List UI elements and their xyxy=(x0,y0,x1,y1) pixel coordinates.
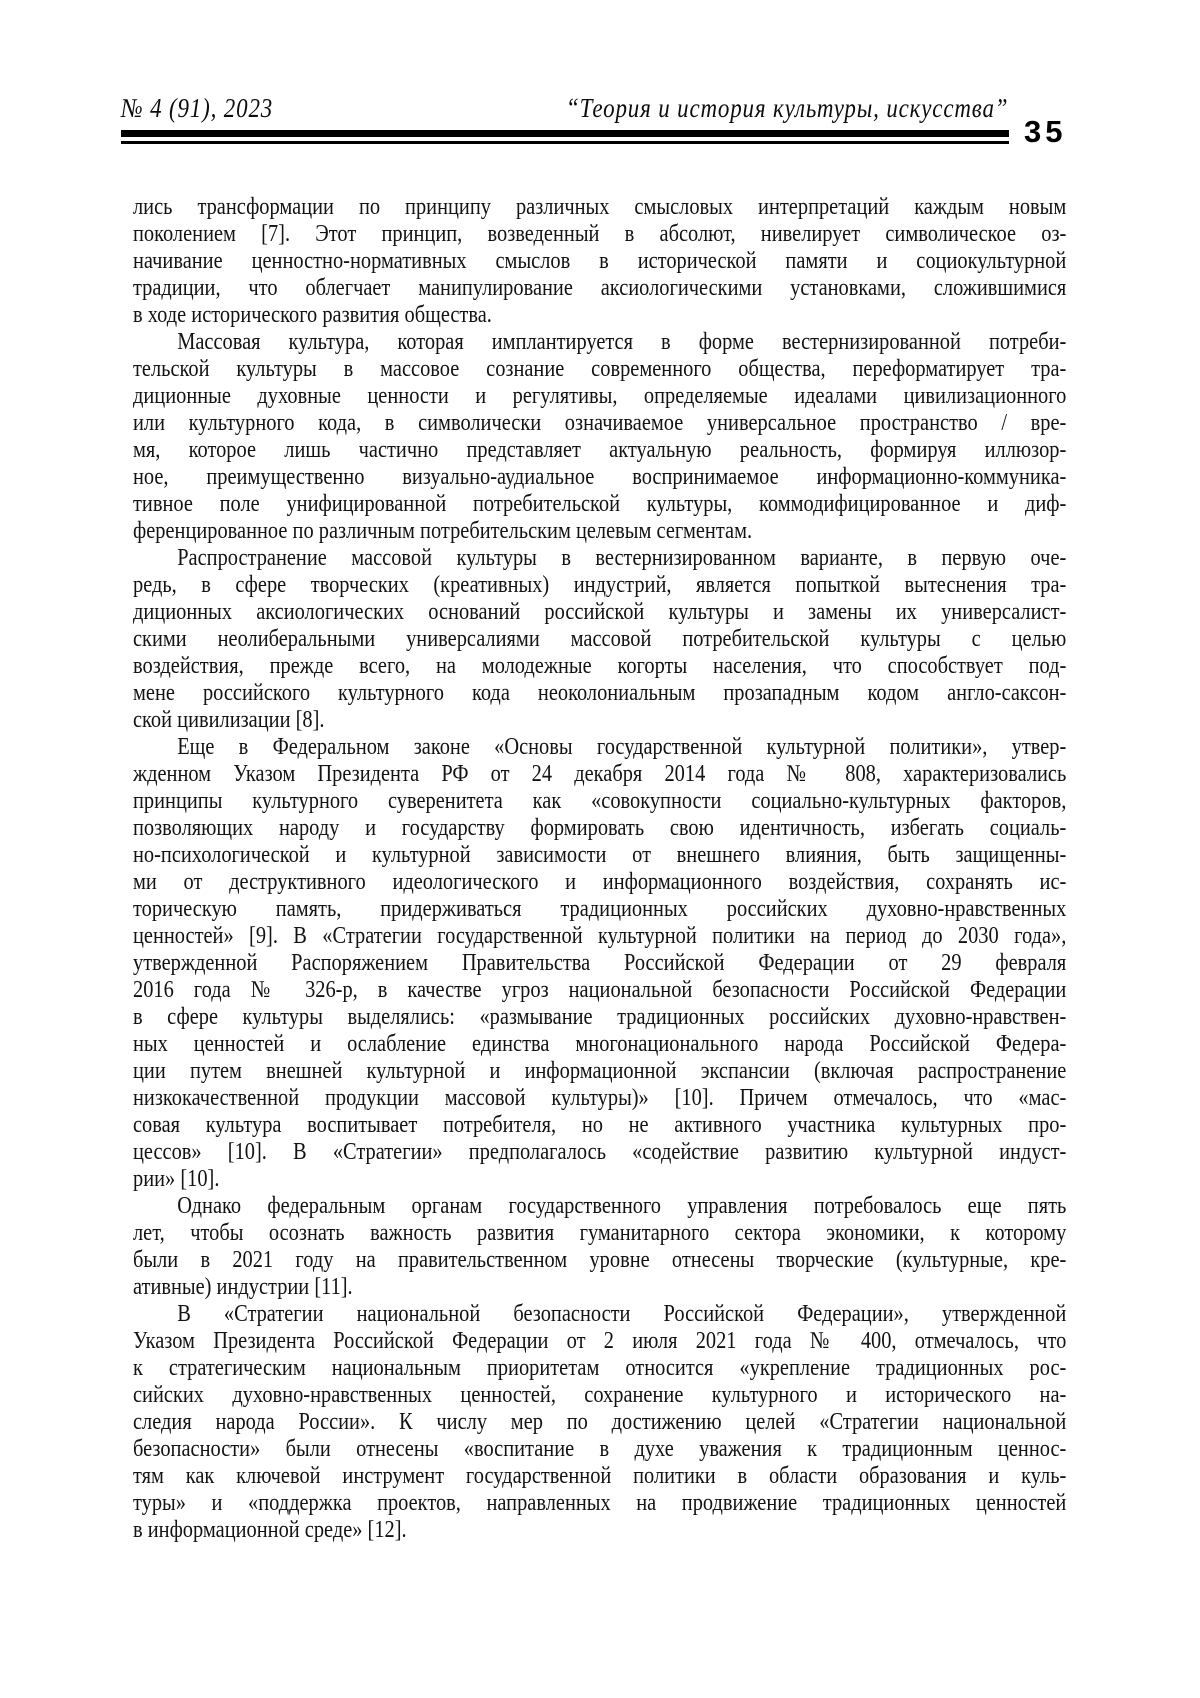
header-rule-thick xyxy=(121,130,1009,137)
text-line: воздействия, прежде всего, на молодежные когорты населения, что способствует под- xyxy=(133,653,1067,679)
text-line: Еще в Федеральном законе «Основы государственной культурной политики», утвер- xyxy=(177,734,1067,760)
text-line: лись трансформации по принципу различных смысловых интерпретаций каждым новым xyxy=(133,194,1067,220)
text-line: Указом Президента Российской Федерации от 2 июля 2021 года № 400, отмечалось, что xyxy=(133,1328,1067,1354)
text-line: торическую память, придерживаться традиционных российских духовно-нравственных xyxy=(133,896,1067,922)
paragraph xyxy=(133,1193,1066,1301)
text-line: в ходе исторического развития общества. xyxy=(133,302,492,328)
text-line: Распространение массовой культуры в вестернизированном варианте, в первую оче- xyxy=(177,545,1067,571)
text-line: ное, преимущественно визуально-аудиальное воспринимаемое информационно-коммуника- xyxy=(133,464,1067,490)
text-line: традиции, что облегчает манипулирование аксиологическими установками, сложившимися xyxy=(133,275,1067,301)
text-line: Массовая культура, которая имплантируется в форме вестернизированной потреби- xyxy=(177,329,1067,355)
text-line: ми от деструктивного идеологического и информационного воздействия, сохранять ис- xyxy=(133,869,1067,895)
issue-number: № 4 (91), 2023 xyxy=(121,93,274,123)
text-line: жденном Указом Президента РФ от 24 декабря 2014 года № 808, характеризовались xyxy=(133,761,1067,787)
text-line: туры» и «поддержка проектов, направленных на продвижение традиционных ценностей xyxy=(133,1490,1067,1516)
paragraph xyxy=(133,194,1066,329)
text-line: тельской культуры в массовое сознание современного общества, переформатирует тра- xyxy=(133,356,1067,382)
text-line: совая культура воспитывает потребителя, но не активного участника культурных про- xyxy=(133,1112,1067,1138)
text-line: утвержденной Распоряжением Правительства Российской Федерации от 29 февраля xyxy=(133,950,1067,976)
text-line: поколением [7]. Этот принцип, возведенный в абсолют, нивелирует символическое оз- xyxy=(133,221,1067,247)
text-line: следия народа России». К числу мер по достижению целей «Стратегии национальной xyxy=(133,1409,1067,1435)
paragraph xyxy=(133,545,1066,734)
text-line: скими неолиберальными универсалиями массовой потребительской культуры с целью xyxy=(133,626,1067,652)
text-line: В «Стратегии национальной безопасности Российской Федерации», утвержденной xyxy=(177,1301,1067,1327)
paragraph xyxy=(133,1301,1066,1544)
text-line: ции путем внешней культурной и информационной экспансии (включая распространение xyxy=(133,1058,1067,1084)
text-line: редь, в сфере творческих (креативных) индустрий, является попыткой вытеснения тра- xyxy=(133,572,1067,598)
text-line: 2016 года № 326-р, в качестве угроз национальной безопасности Российской Федерации xyxy=(133,977,1067,1003)
article-text xyxy=(133,194,1066,1544)
text-line: ативные) индустрии [11]. xyxy=(133,1274,353,1300)
text-line: низкокачественной продукции массовой культуры)» [10]. Причем отмечалось, что «мас- xyxy=(133,1085,1067,1111)
text-line: сийских духовно-нравственных ценностей, сохранение культурного и исторического на- xyxy=(133,1382,1067,1408)
page-header xyxy=(121,92,1008,124)
journal-section-title: “Теория и история культуры, искусства” xyxy=(566,93,1009,123)
text-line: тивное поле унифицированной потребительской культуры, коммодифицированное и диф- xyxy=(133,491,1067,517)
text-line: мене российского культурного кода неоколониальным прозападным кодом англо-саксон- xyxy=(133,680,1067,706)
text-line: ценностей» [9]. В «Стратегии государственной культурной политики на период до 2030 года», xyxy=(133,923,1067,949)
text-line: рии» [10]. xyxy=(133,1166,220,1192)
text-line: Однако федеральным органам государственного управления потребовалось еще пять xyxy=(177,1193,1067,1219)
text-line: начивание ценностно-нормативных смыслов в исторической памяти и социокультурной xyxy=(133,248,1067,274)
text-line: были в 2021 году на правительственном уровне отнесены творческие (культурные, кре- xyxy=(133,1247,1067,1273)
text-line: но-психологической и культурной зависимости от внешнего влияния, быть защищенны- xyxy=(133,842,1067,868)
text-line: к стратегическим национальным приоритетам относится «укрепление традиционных рос- xyxy=(133,1355,1067,1381)
text-line: в информационной среде» [12]. xyxy=(133,1517,407,1543)
paragraph xyxy=(133,734,1066,1193)
text-line: лет, чтобы осознать важность развития гуманитарного сектора экономики, к которому xyxy=(133,1220,1067,1246)
text-line: ской цивилизации [8]. xyxy=(133,707,325,733)
text-line: цессов» [10]. В «Стратегии» предполагалось «содействие развитию культурной индуст- xyxy=(133,1139,1067,1165)
text-line: принципы культурного суверенитета как «совокупности социально-культурных факторов, xyxy=(133,788,1067,814)
header-rule-thin xyxy=(121,141,1009,144)
paragraph xyxy=(133,329,1066,545)
text-line: диционные духовные ценности и регулятивы, определяемые идеалами цивилизационного xyxy=(133,383,1067,409)
text-line: ных ценностей и ослабление единства многонационального народа Российской Федера- xyxy=(133,1031,1067,1057)
text-line: или культурного кода, в символически означиваемое универсальное пространство / вре- xyxy=(133,410,1067,436)
text-line: в сфере культуры выделялись: «размывание традиционных российских духовно-нравствен- xyxy=(133,1004,1067,1030)
text-line: безопасности» были отнесены «воспитание в духе уважения к традиционным ценнос- xyxy=(133,1436,1067,1462)
text-line: диционных аксиологических оснований российской культуры и замены их универсалист- xyxy=(133,599,1067,625)
text-line: ференцированное по различным потребительским целевым сегментам. xyxy=(133,518,753,544)
page-number: 35 xyxy=(1024,114,1067,149)
text-line: тям как ключевой инструмент государственной политики в области образования и куль- xyxy=(133,1463,1067,1489)
text-line: мя, которое лишь частично представляет актуальную реальность, формируя иллюзор- xyxy=(133,437,1067,463)
text-line: позволяющих народу и государству формировать свою идентичность, избегать социаль- xyxy=(133,815,1067,841)
